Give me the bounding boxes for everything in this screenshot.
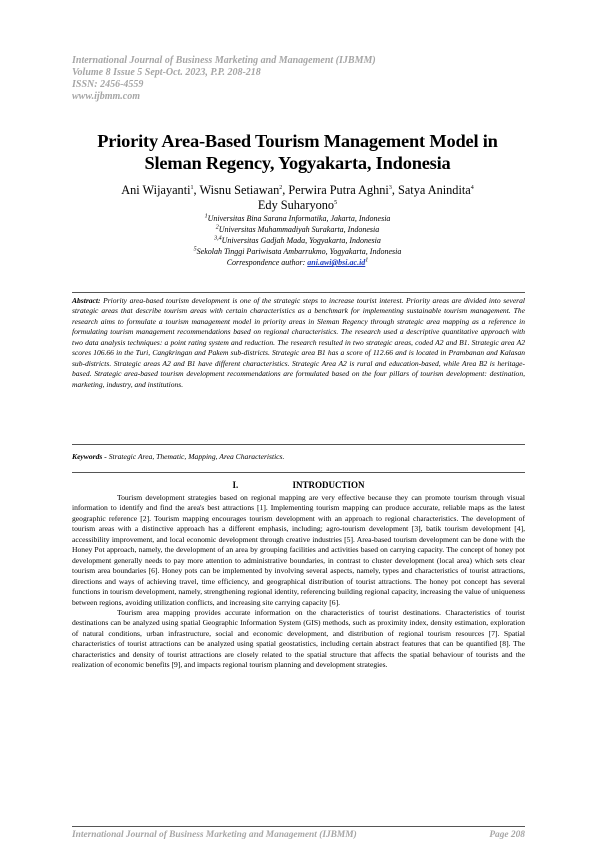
journal-issn: ISSN: 2456-4559 — [72, 79, 144, 90]
abstract-text: Priority area-based tourism development is one of the strategic steps to increase tourist interest. Priority areas are divided into several strategic areas that describe tourism areas with certain characteristics as a benchmark for implementing sustainable tourism management. The research aims to formulate a tourism management model in priority areas in Sleman Regency through strategic area mapping as a reference in formulating tourism management recommendations based on regional characteristics. The research used a descriptive quantitative approach with two data analysis techniques: a point rating system and reduction. The research resulted in two strategic areas, coded A2 and B1. Strategic area A2 scores 106.66 in the Turi, Cangkringan and Pakem sub-districts. Strategic area B1 has a score of 112.66 and is located in Prambanan and Kalasan sub-districts. Strategic areas A2 and B1 have different characteristics. Strategic Area A2 is rural and education-based, while Area B2 is heritage-based. Strategic area-based tourism development recommendations are formulated based on the four pillars of tourism development: destination, marketing, industry, and institutions. — [72, 296, 525, 389]
journal-website[interactable]: www.ijbmm.com — [72, 91, 140, 102]
author-name: Wisnu Setiawan — [199, 183, 280, 197]
keywords-label: Keywords - — [72, 452, 107, 461]
page-number: Page 208 — [489, 830, 525, 840]
author-sup: 1 — [190, 184, 194, 191]
footer-journal: International Journal of Business Marketing and Management (IJBMM) — [72, 830, 357, 840]
body-text — [72, 493, 525, 671]
author-list: Ani Wijayanti$^1$, Wisnu Setiawan$^2$, Perwira Putra Aghni$^3$, Satya Anindita$^4$ Edy Suharyono$^5$ — [121, 183, 474, 212]
author-sup: 4 — [470, 184, 474, 191]
paragraph: Tourism area mapping provides accurate information on the characteristics of tourist destinations. Characteristics of tourist destinations can be analyzed using spatial Geographic Information System (GIS) methods, such as proximity index, density estimation, exploration of natural conditions, urban infrastructure, social and economic development, and distribution of regional tourism resources [7]. Spatial characteristics of tourist attractions can be analyzed using spatial geostatistics, including certain abstract features that can be quantified [8]. The characteristics and density of tourist attractions are closely related to the spatial structure that affects the spatial behaviour of tourists and the realization of economic benefits [9], and impacts regional tourism planning and development strategies. — [72, 607, 525, 670]
correspondence: Correspondence author: $ani.awi@bsi.ac.id^1$ — [226, 257, 369, 267]
footer-divider — [72, 826, 525, 827]
author-sup: 3 — [388, 184, 392, 191]
keywords — [72, 452, 525, 462]
section-number: I. — [232, 480, 239, 490]
divider — [72, 472, 525, 473]
affiliation-item: $^{3,4}$Universitas Gadjah Mada, Yogyakarta, Indonesia — [214, 235, 381, 245]
keywords-text: Strategic Area, Thematic, Mapping, Area Characteristics. — [106, 452, 285, 461]
divider — [72, 444, 525, 445]
abstract — [72, 296, 525, 390]
divider — [72, 292, 525, 293]
title-line-1: Priority Area-Based Tourism Management Model in — [97, 131, 498, 151]
author-name: Satya Anindita — [397, 183, 471, 197]
author-name: Ani Wijayanti — [121, 183, 191, 197]
section-heading — [72, 480, 525, 491]
author-name: Perwira Putra Aghni — [288, 183, 389, 197]
author-sup: 2 — [279, 184, 283, 191]
affiliation-item: $^1$Universitas Bina Sarana Informatika, Jakarta, Indonesia — [204, 213, 391, 223]
affiliation-item: $^2$Universitas Muhammadiyah Surakarta, Indonesia — [215, 224, 380, 234]
journal-volume: Volume 8 Issue 5 Sept-Oct. 2023, P.P. 208-218 — [72, 67, 261, 78]
author-sup: 5 — [334, 199, 338, 206]
abstract-label: Abstract: — [72, 296, 101, 305]
title-line-2: Sleman Regency, Yogyakarta, Indonesia — [144, 153, 451, 173]
affiliation-list — [60, 213, 535, 268]
correspondence-label: Correspondence author: — [226, 258, 308, 267]
journal-header — [72, 55, 522, 103]
email-link[interactable]: ani.awi@bsi.ac.id — [307, 258, 366, 267]
journal-name: International Journal of Business Marketing and Management (IJBMM) — [72, 55, 376, 66]
paper-title — [60, 130, 535, 174]
paragraph: Tourism development strategies based on regional mapping are very effective because they can promote tourism through visual information to identify and find the area's best attractions [1]. Implementing tourism mapping can produce accurate, reliable maps as the latest geographic reference [2]. Tourism mapping encourages tourism development with an approach to regional characteristics. The development of tourism areas with a distinctive approach has a different emphasis, including; agro-tourism development [3], batik tourism development [4], accessibility improvement, and local economic development through creative industries [5]. Area-based tourism development can be done with the Honey Pot approach, namely, the development of an area by grouping facilities and activities based on carrying capacity. The concept of honey pot development generally needs to pay more attention to administrative boundaries, in contrast to cluster development (local area) which sets clear tourism area boundaries [6]. Honey pots can be implemented by involving several aspects, namely, types and characteristics of tourist attractions, directions and ways of achieving travel, time efficiency, and geographical distribution of tourist attractions. The honey pot concept has several functions in tourism development, namely, strengthening regional identity, referencing building regional capacity, increasing the value of uniqueness between regions, avoiding utilization conflicts, and increasing site carrying capacity [6]. — [72, 493, 525, 607]
affiliation-item: $^5$Sekolah Tinggi Pariwisata Ambarrukmo, Yogyakarta, Indonesia — [193, 246, 402, 256]
author-name: Edy Suharyono — [257, 198, 335, 212]
section-title: INTRODUCTION — [292, 480, 365, 490]
page-footer — [72, 830, 525, 841]
